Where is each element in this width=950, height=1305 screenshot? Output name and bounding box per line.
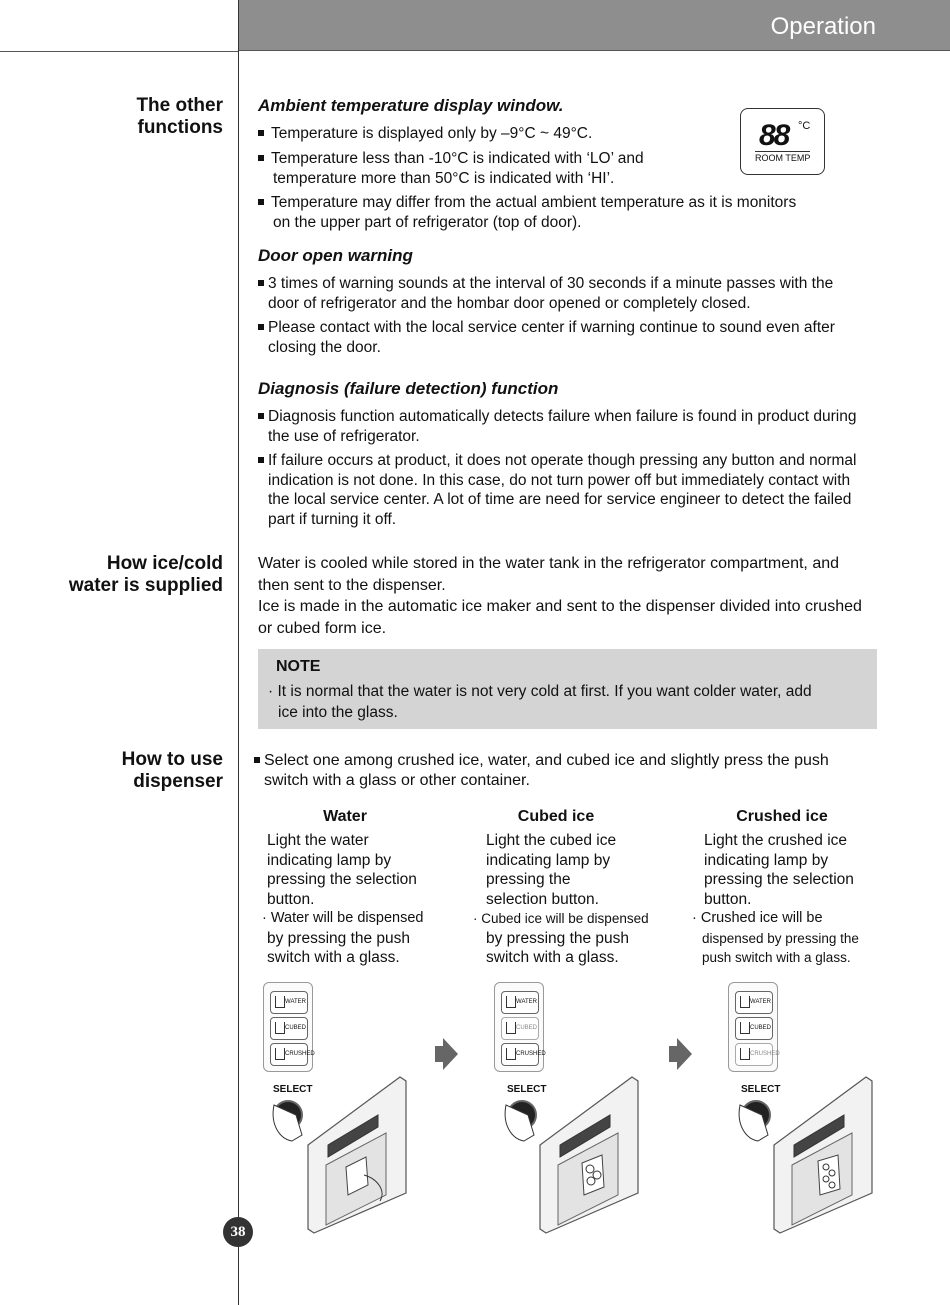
- section-title: Operation: [770, 13, 876, 40]
- col-title-cubed: Cubed ice: [517, 808, 595, 825]
- cup-icon: [740, 996, 750, 1008]
- supply-paragraph: [258, 553, 878, 639]
- panel-cubed-button: [501, 1017, 539, 1040]
- ambient-bullet-1: [258, 124, 592, 144]
- door-bullet-2: [258, 318, 835, 357]
- bullet-text: closing the door.: [268, 338, 381, 356]
- side-heading-use-dispenser: [108, 749, 223, 793]
- diagnosis-bullet-1: [258, 407, 856, 446]
- col-line: indicating lamp by: [267, 851, 392, 869]
- col-text-water: [262, 831, 442, 968]
- bullet-icon: [258, 457, 264, 463]
- col-line: · Crushed ice will be: [692, 910, 823, 926]
- paragraph-line: Water is cooled while stored in the water tank in the refrigerator compartment, and: [258, 555, 840, 572]
- note-box: [258, 649, 877, 729]
- col-line: by pressing the push: [486, 929, 630, 947]
- col-line: Light the water: [267, 832, 369, 849]
- panel-crushed-button: [270, 1043, 315, 1066]
- header-left-blank: [0, 0, 238, 52]
- door-bullet-1: [258, 274, 833, 313]
- col-line: button.: [704, 890, 752, 908]
- ambient-bullet-2: [258, 149, 644, 188]
- panel-label: CUBED: [285, 1025, 307, 1031]
- bullet-icon: [254, 757, 260, 763]
- page-number: 38: [223, 1217, 253, 1247]
- panel-label: CRUSHED: [750, 1051, 780, 1057]
- bullet-text: switch with a glass or other container.: [264, 772, 530, 789]
- cup-icon: [506, 1048, 516, 1060]
- bullet-text: Temperature less than -10°C is indicated with ‘LO’ and: [271, 150, 644, 167]
- side-heading-other-functions: [113, 95, 223, 139]
- panel-crushed-button: [735, 1043, 780, 1066]
- side-heading-text: How ice/cold water is supplied: [68, 553, 223, 596]
- cup-icon: [740, 1022, 750, 1034]
- col-line: indicating lamp by: [704, 851, 829, 869]
- arrow-tail: [669, 1046, 677, 1062]
- dispenser-illustration-crushed: [734, 1075, 884, 1235]
- diagnosis-heading: Diagnosis (failure detection) function: [258, 379, 559, 398]
- col-line: indicating lamp by: [486, 851, 611, 869]
- note-line: · It is normal that the water is not very cold at first. If you want colder water, add: [268, 683, 812, 700]
- bullet-text: Please contact with the local service center if warning continue to sound even after: [268, 319, 835, 336]
- bullet-icon: [258, 130, 264, 136]
- bullet-icon: [258, 155, 264, 161]
- panel-label: WATER: [750, 999, 771, 1005]
- col-title-water: Water: [323, 808, 367, 825]
- select-label: SELECT: [273, 1084, 313, 1095]
- bullet-text: part if turning it off.: [268, 510, 397, 528]
- bullet-text: Temperature is displayed only by –9°C ~ 49°C.: [271, 125, 593, 142]
- col-text-cubed: [473, 831, 653, 968]
- col-title-crushed: Crushed ice: [736, 808, 828, 825]
- side-heading-text: How to use dispenser: [121, 749, 223, 792]
- bullet-text: If failure occurs at product, it does not operate though pressing any button and normal: [268, 452, 857, 469]
- col-line: Light the crushed ice: [704, 832, 848, 849]
- col-line: Light the cubed ice: [486, 832, 617, 849]
- bullet-text: the use of refrigerator.: [268, 427, 420, 445]
- header-bar: [238, 0, 950, 51]
- side-heading-text: The other functions: [136, 95, 223, 138]
- paragraph-line: then sent to the dispenser.: [258, 576, 446, 594]
- bullet-text: temperature more than 50°C is indicated with ‘HI’.: [273, 169, 615, 187]
- dispenser-illustration-water: [268, 1075, 418, 1235]
- panel-label: CRUSHED: [285, 1051, 315, 1057]
- col-line: push switch with a glass.: [702, 950, 851, 965]
- panel-label: CUBED: [750, 1025, 772, 1031]
- side-heading-ice-water: [53, 553, 223, 597]
- ambient-bullet-3: [258, 193, 796, 232]
- bullet-icon: [258, 199, 264, 205]
- col-line: selection button.: [486, 890, 599, 908]
- ambient-heading: Ambient temperature display window.: [258, 96, 564, 115]
- dispenser-illustration-cubed: [500, 1075, 650, 1235]
- panel-cubed-button: [735, 1017, 773, 1040]
- col-line: pressing the selection: [704, 871, 854, 888]
- display-digits: 88: [759, 119, 789, 152]
- paragraph-line: or cubed form ice.: [258, 619, 387, 637]
- col-line: pressing the selection: [267, 871, 417, 888]
- cup-icon: [740, 1048, 750, 1060]
- col-line: switch with a glass.: [486, 949, 619, 966]
- panel-label: CRUSHED: [516, 1051, 546, 1057]
- select-label: SELECT: [741, 1084, 781, 1095]
- note-body: [268, 681, 868, 723]
- bullet-icon: [258, 280, 264, 286]
- paragraph-line: Ice is made in the automatic ice maker and sent to the dispenser divided into crushed: [258, 598, 862, 615]
- column-divider: [238, 0, 239, 1305]
- panel-label: CUBED: [516, 1025, 538, 1031]
- cup-icon: [275, 1022, 285, 1034]
- panel-cubed-button: [270, 1017, 308, 1040]
- cup-icon: [506, 1022, 516, 1034]
- door-heading: Door open warning: [258, 246, 413, 265]
- dispenser-intro: [254, 751, 829, 791]
- page-header: [0, 0, 950, 51]
- control-panel-crushed: [728, 982, 778, 1072]
- cup-icon: [275, 1048, 285, 1060]
- col-text-crushed: [692, 831, 872, 968]
- panel-label: WATER: [516, 999, 537, 1005]
- display-unit: °C: [798, 120, 811, 132]
- bullet-text: Temperature may differ from the actual ambient temperature as it is monitors: [271, 194, 797, 211]
- select-label: SELECT: [507, 1084, 547, 1095]
- panel-water-button: [735, 991, 773, 1014]
- bullet-text: 3 times of warning sounds at the interval of 30 seconds if a minute passes with the: [268, 275, 834, 292]
- col-line: switch with a glass.: [267, 949, 400, 966]
- note-line: ice into the glass.: [278, 704, 398, 721]
- bullet-text: the local service center. A lot of time are need for service engineer to detect the failed: [268, 491, 852, 508]
- control-panel-cubed: [494, 982, 544, 1072]
- bullet-icon: [258, 413, 264, 419]
- bullet-text: Select one among crushed ice, water, and cubed ice and slightly press the push: [264, 752, 829, 769]
- note-title: NOTE: [276, 658, 321, 675]
- cup-icon: [506, 996, 516, 1008]
- col-line: pressing the: [486, 871, 571, 888]
- panel-water-button: [501, 991, 539, 1014]
- col-line: button.: [267, 890, 315, 908]
- bullet-icon: [258, 324, 264, 330]
- arrow-right-icon: [677, 1038, 692, 1070]
- col-line: · Water will be dispensed: [262, 910, 424, 926]
- panel-crushed-button: [501, 1043, 546, 1066]
- bullet-text: indication is not done. In this case, do not turn power off but immediately contact with: [268, 471, 851, 489]
- col-line: dispensed by pressing the: [702, 930, 859, 946]
- col-line: · Cubed ice will be dispensed: [473, 911, 649, 926]
- control-panel-water: [263, 982, 313, 1072]
- room-temp-display: [740, 108, 825, 175]
- bullet-text: Diagnosis function automatically detects failure when failure is found in product during: [268, 408, 857, 425]
- diagnosis-bullet-2: [258, 451, 857, 529]
- bullet-text: on the upper part of refrigerator (top of door).: [273, 213, 582, 231]
- arrow-tail: [435, 1046, 443, 1062]
- panel-label: WATER: [285, 999, 306, 1005]
- display-label: ROOM TEMP: [755, 153, 811, 163]
- col-line: by pressing the push: [267, 929, 411, 947]
- cup-icon: [275, 996, 285, 1008]
- arrow-right-icon: [443, 1038, 458, 1070]
- panel-water-button: [270, 991, 308, 1014]
- bullet-text: door of refrigerator and the hombar door opened or completely closed.: [268, 294, 751, 312]
